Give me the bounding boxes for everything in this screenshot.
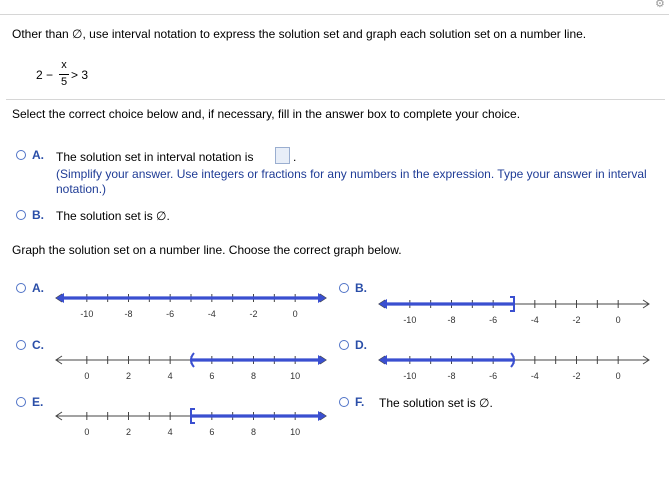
- tick-label: -4: [530, 371, 539, 381]
- tick-label: -8: [447, 315, 456, 325]
- tick-label: -6: [489, 371, 498, 381]
- tick-label: 0: [292, 309, 298, 319]
- number-line-b: [375, 294, 653, 328]
- tick-label: 4: [167, 371, 173, 381]
- tick-label: -2: [572, 371, 581, 381]
- inequality-lead: 2 −: [36, 68, 54, 82]
- solution-arrow-right: [318, 411, 326, 421]
- tick-label: 6: [209, 371, 215, 381]
- tick-label: 0: [84, 427, 90, 437]
- tick-label: 8: [250, 427, 257, 437]
- fraction-denominator: 5: [60, 76, 68, 88]
- radio-graph-f[interactable]: [339, 397, 349, 407]
- tick-label: 0: [615, 371, 621, 381]
- radio-graph-c[interactable]: [16, 340, 26, 350]
- tick-label: -4: [207, 309, 216, 319]
- graph-d-letter: D.: [355, 338, 367, 352]
- graph-f-text: The solution set is ∅.: [379, 396, 493, 410]
- tick-label: -2: [249, 309, 258, 319]
- solution-arrow-right: [318, 293, 326, 303]
- tick-label: -8: [447, 371, 456, 381]
- tick-label: -2: [572, 315, 581, 325]
- radio-graph-b[interactable]: [339, 283, 349, 293]
- tick-label: -4: [530, 315, 539, 325]
- tick-label: 6: [209, 427, 215, 437]
- tick-label: 0: [615, 315, 621, 325]
- tick-label: -10: [80, 309, 94, 319]
- choice-b-text: The solution set is ∅.: [56, 209, 170, 223]
- number-line-e: [52, 406, 330, 440]
- choice-b-letter: B.: [32, 208, 44, 222]
- graph-prompt: Graph the solution set on a number line. Choose the correct graph below.: [12, 243, 402, 257]
- tick-label: -6: [166, 309, 175, 319]
- tick-label: 8: [250, 371, 257, 381]
- tick-label: -10: [403, 371, 417, 381]
- graph-a-letter: A.: [32, 281, 44, 295]
- solution-arrow-right: [318, 355, 326, 365]
- radio-graph-d[interactable]: [339, 340, 349, 350]
- number-line-d: [375, 350, 653, 384]
- radio-graph-e[interactable]: [16, 397, 26, 407]
- tick-label: 2: [125, 427, 132, 437]
- section-divider: [6, 99, 665, 100]
- tick-label: -10: [403, 315, 417, 325]
- graph-e-letter: E.: [32, 395, 44, 409]
- settings-icon[interactable]: ⚙: [655, 0, 665, 10]
- graph-f-letter: F.: [355, 395, 365, 409]
- select-prompt: Select the correct choice below and, if necessary, fill in the answer box to complete your choice.: [12, 107, 521, 121]
- solution-arrow-left: [379, 299, 387, 309]
- top-divider: [0, 14, 669, 15]
- solution-arrow-left: [379, 355, 387, 365]
- fraction-bar: [59, 74, 69, 75]
- fraction-numerator: x: [61, 59, 67, 71]
- graph-c-letter: C.: [32, 338, 44, 352]
- tick-label: -6: [489, 315, 498, 325]
- tick-label: -8: [124, 309, 133, 319]
- tick-label: 2: [125, 371, 132, 381]
- solution-arrow-left: [56, 293, 64, 303]
- choice-a-period: .: [293, 150, 297, 164]
- choice-a-letter: A.: [32, 148, 44, 162]
- radio-choice-b[interactable]: [16, 210, 26, 220]
- inequality-rel: > 3: [71, 68, 89, 82]
- graph-b-letter: B.: [355, 281, 367, 295]
- number-line-c: [52, 350, 330, 384]
- instruction-text: Other than ∅, use interval notation to express the solution set and graph each solution set on a number line.: [12, 27, 587, 41]
- tick-label: 10: [290, 427, 301, 437]
- tick-label: 4: [167, 427, 173, 437]
- tick-label: 0: [84, 371, 90, 381]
- radio-graph-a[interactable]: [16, 283, 26, 293]
- radio-choice-a[interactable]: [16, 150, 26, 160]
- number-line-a: [52, 288, 330, 322]
- interval-answer-box[interactable]: [275, 147, 290, 164]
- choice-a-text: The solution set in interval notation is: [56, 150, 254, 164]
- tick-label: 10: [290, 371, 301, 381]
- choice-a-note: (Simplify your answer. Use integers or fractions for any numbers in the expression. Type your answer in interval notation.): [56, 167, 647, 196]
